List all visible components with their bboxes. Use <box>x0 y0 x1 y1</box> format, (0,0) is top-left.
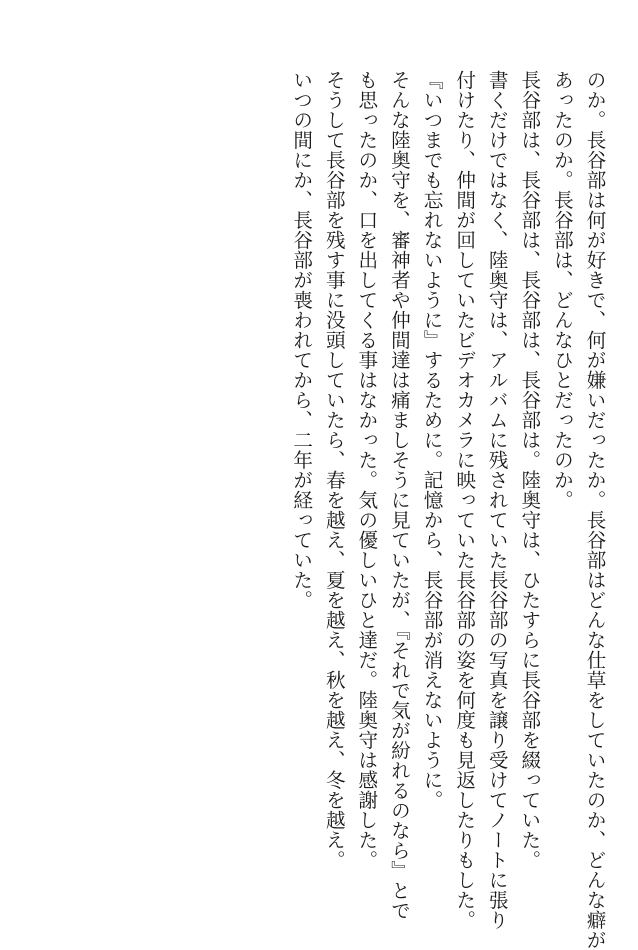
text-line: 『いつまでも忘れないように』するために。記憶から、長谷部が消えないように。 <box>420 70 444 810</box>
text-line: 付けたり、仲間が回していたビデオカメラに映っていた長谷部の姿を何度も見返したりもした。 <box>452 70 476 930</box>
text-line: あったのか。長谷部は、どんなひとだったのか。 <box>550 70 574 510</box>
vertical-text-body <box>284 70 610 950</box>
text-line: も思ったのか、口を出してくる事はなかった。気の優しいひと達だ。陸奥守は感謝した。 <box>354 70 378 870</box>
text-line: のか。長谷部は何が好きで、何が嫌いだったか。長谷部はどんな仕草をしていたのか、どんな癖が <box>583 70 606 950</box>
text-line: そんな陸奥守を、審神者や仲間達は痛ましそうに見ていたが、『それで気が紛れるのなら』とで <box>387 70 411 921</box>
text-line: いつの間にか、長谷部が喪われてから、二年が経っていた。 <box>289 70 313 610</box>
text-line: そうして長谷部を残す事に没頭していたら、春を越え、夏を越え、秋を越え、冬を越え。 <box>322 70 346 870</box>
text-line: 書くだけではなく、陸奥守は、アルバムに残されていた長谷部の写真を譲り受けてノートに張り <box>485 70 509 930</box>
text-line: 長谷部は、長谷部は、長谷部は、長谷部は。陸奥守は、ひたすらに長谷部を綴っていた。 <box>517 70 541 870</box>
